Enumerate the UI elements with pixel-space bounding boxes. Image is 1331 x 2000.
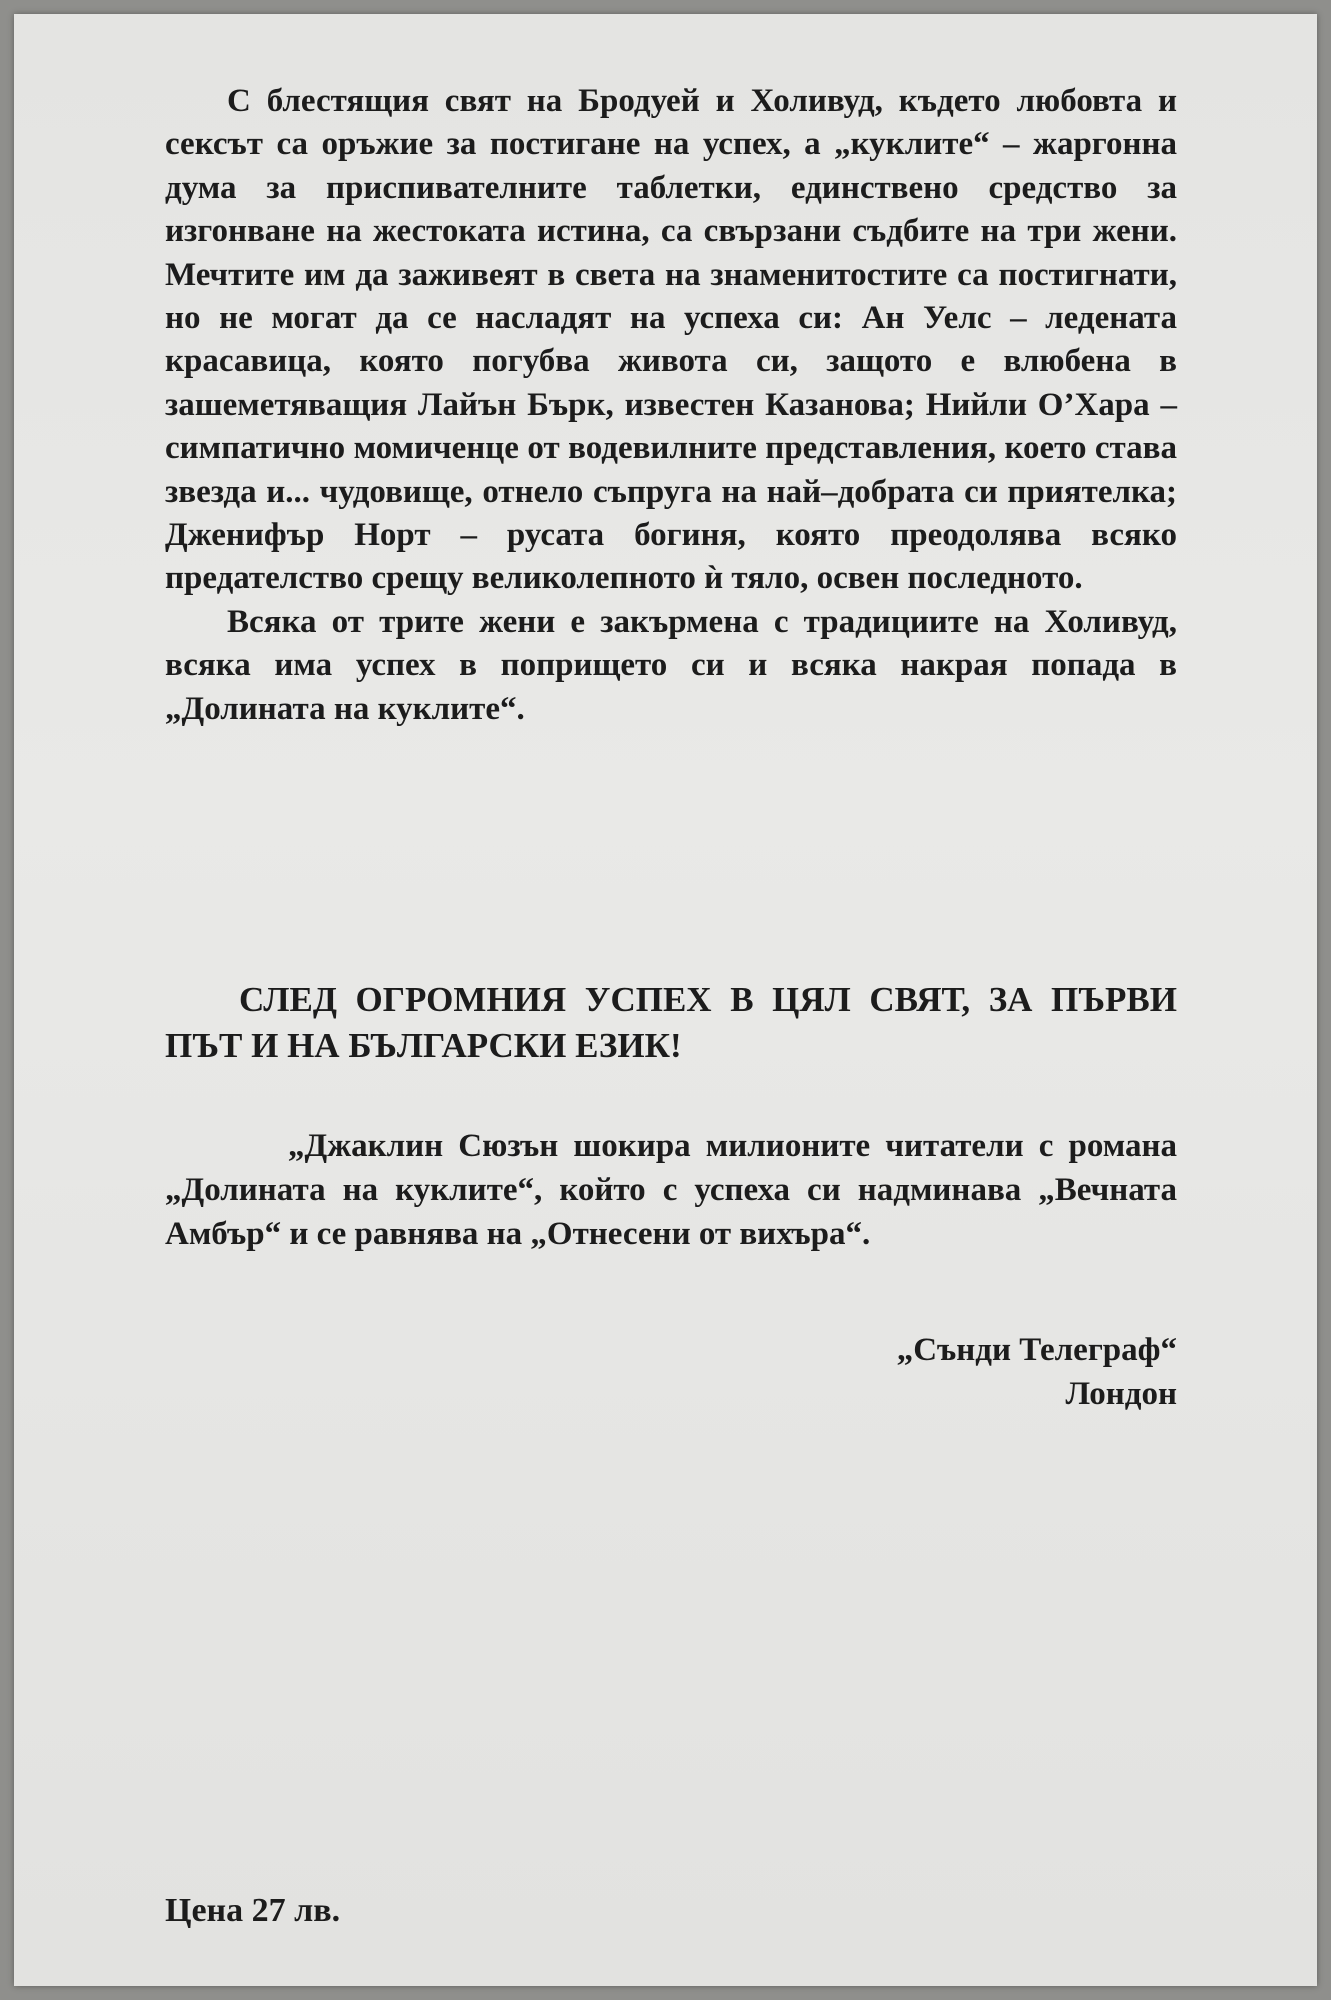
blurb <box>165 80 1177 731</box>
price-label: Цена 27 лв. <box>165 1892 341 1929</box>
review-source-city: Лондон <box>1065 1376 1177 1412</box>
blurb-paragraph-2: Всяка от трите жени е закърмена с традициите на Холивуд, всяка има успех в попрището си и всяка накрая попада в „Долината на куклите“. <box>165 603 1177 727</box>
review-quote: „Джаклин Сюзън шокира милионите читатели с романа „Долината на куклите“, който с успеха си надминава „Вечната Амбър“ и се равнява на „Отнесени от вихъра“. <box>165 1128 1177 1252</box>
review-source-name: „Сънди Телеграф“ <box>896 1332 1177 1368</box>
review-source <box>714 1328 1177 1416</box>
headline: СЛЕД ОГРОМНИЯ УСПЕХ В ЦЯЛ СВЯТ, ЗА ПЪРВИ ПЪТ И НА БЪЛГАРСКИ ЕЗИК! <box>165 980 1177 1065</box>
book-back-cover <box>14 14 1317 1986</box>
blurb-paragraph-1: С блестящия свят на Бродуей и Холивуд, където любовта и сексът са оръжие за постигане на успех, а „куклите“ – жаргонна дума за приспивателните таблетки, единствено средство за изгонване на жестоката истина, са свързани съдбите на три жени. Мечтите им да заживеят в света на знаменитостите са постигнати, но не могат да се насладят на успеха си: Ан Уелс – ледената красавица, която погубва живота си, защото е влюбена в зашеметяващия Лайън Бърк, известен Казанова; Нийли О’Хара – симпатично момиченце от водевилните представления, което става звезда и... чудовище, отнело съпруга на най–добрата си приятелка; Дженифър Норт – русата богиня, която преодолява всяко предателство срещу великолепното ѝ тяло, освен последното. <box>165 83 1177 597</box>
